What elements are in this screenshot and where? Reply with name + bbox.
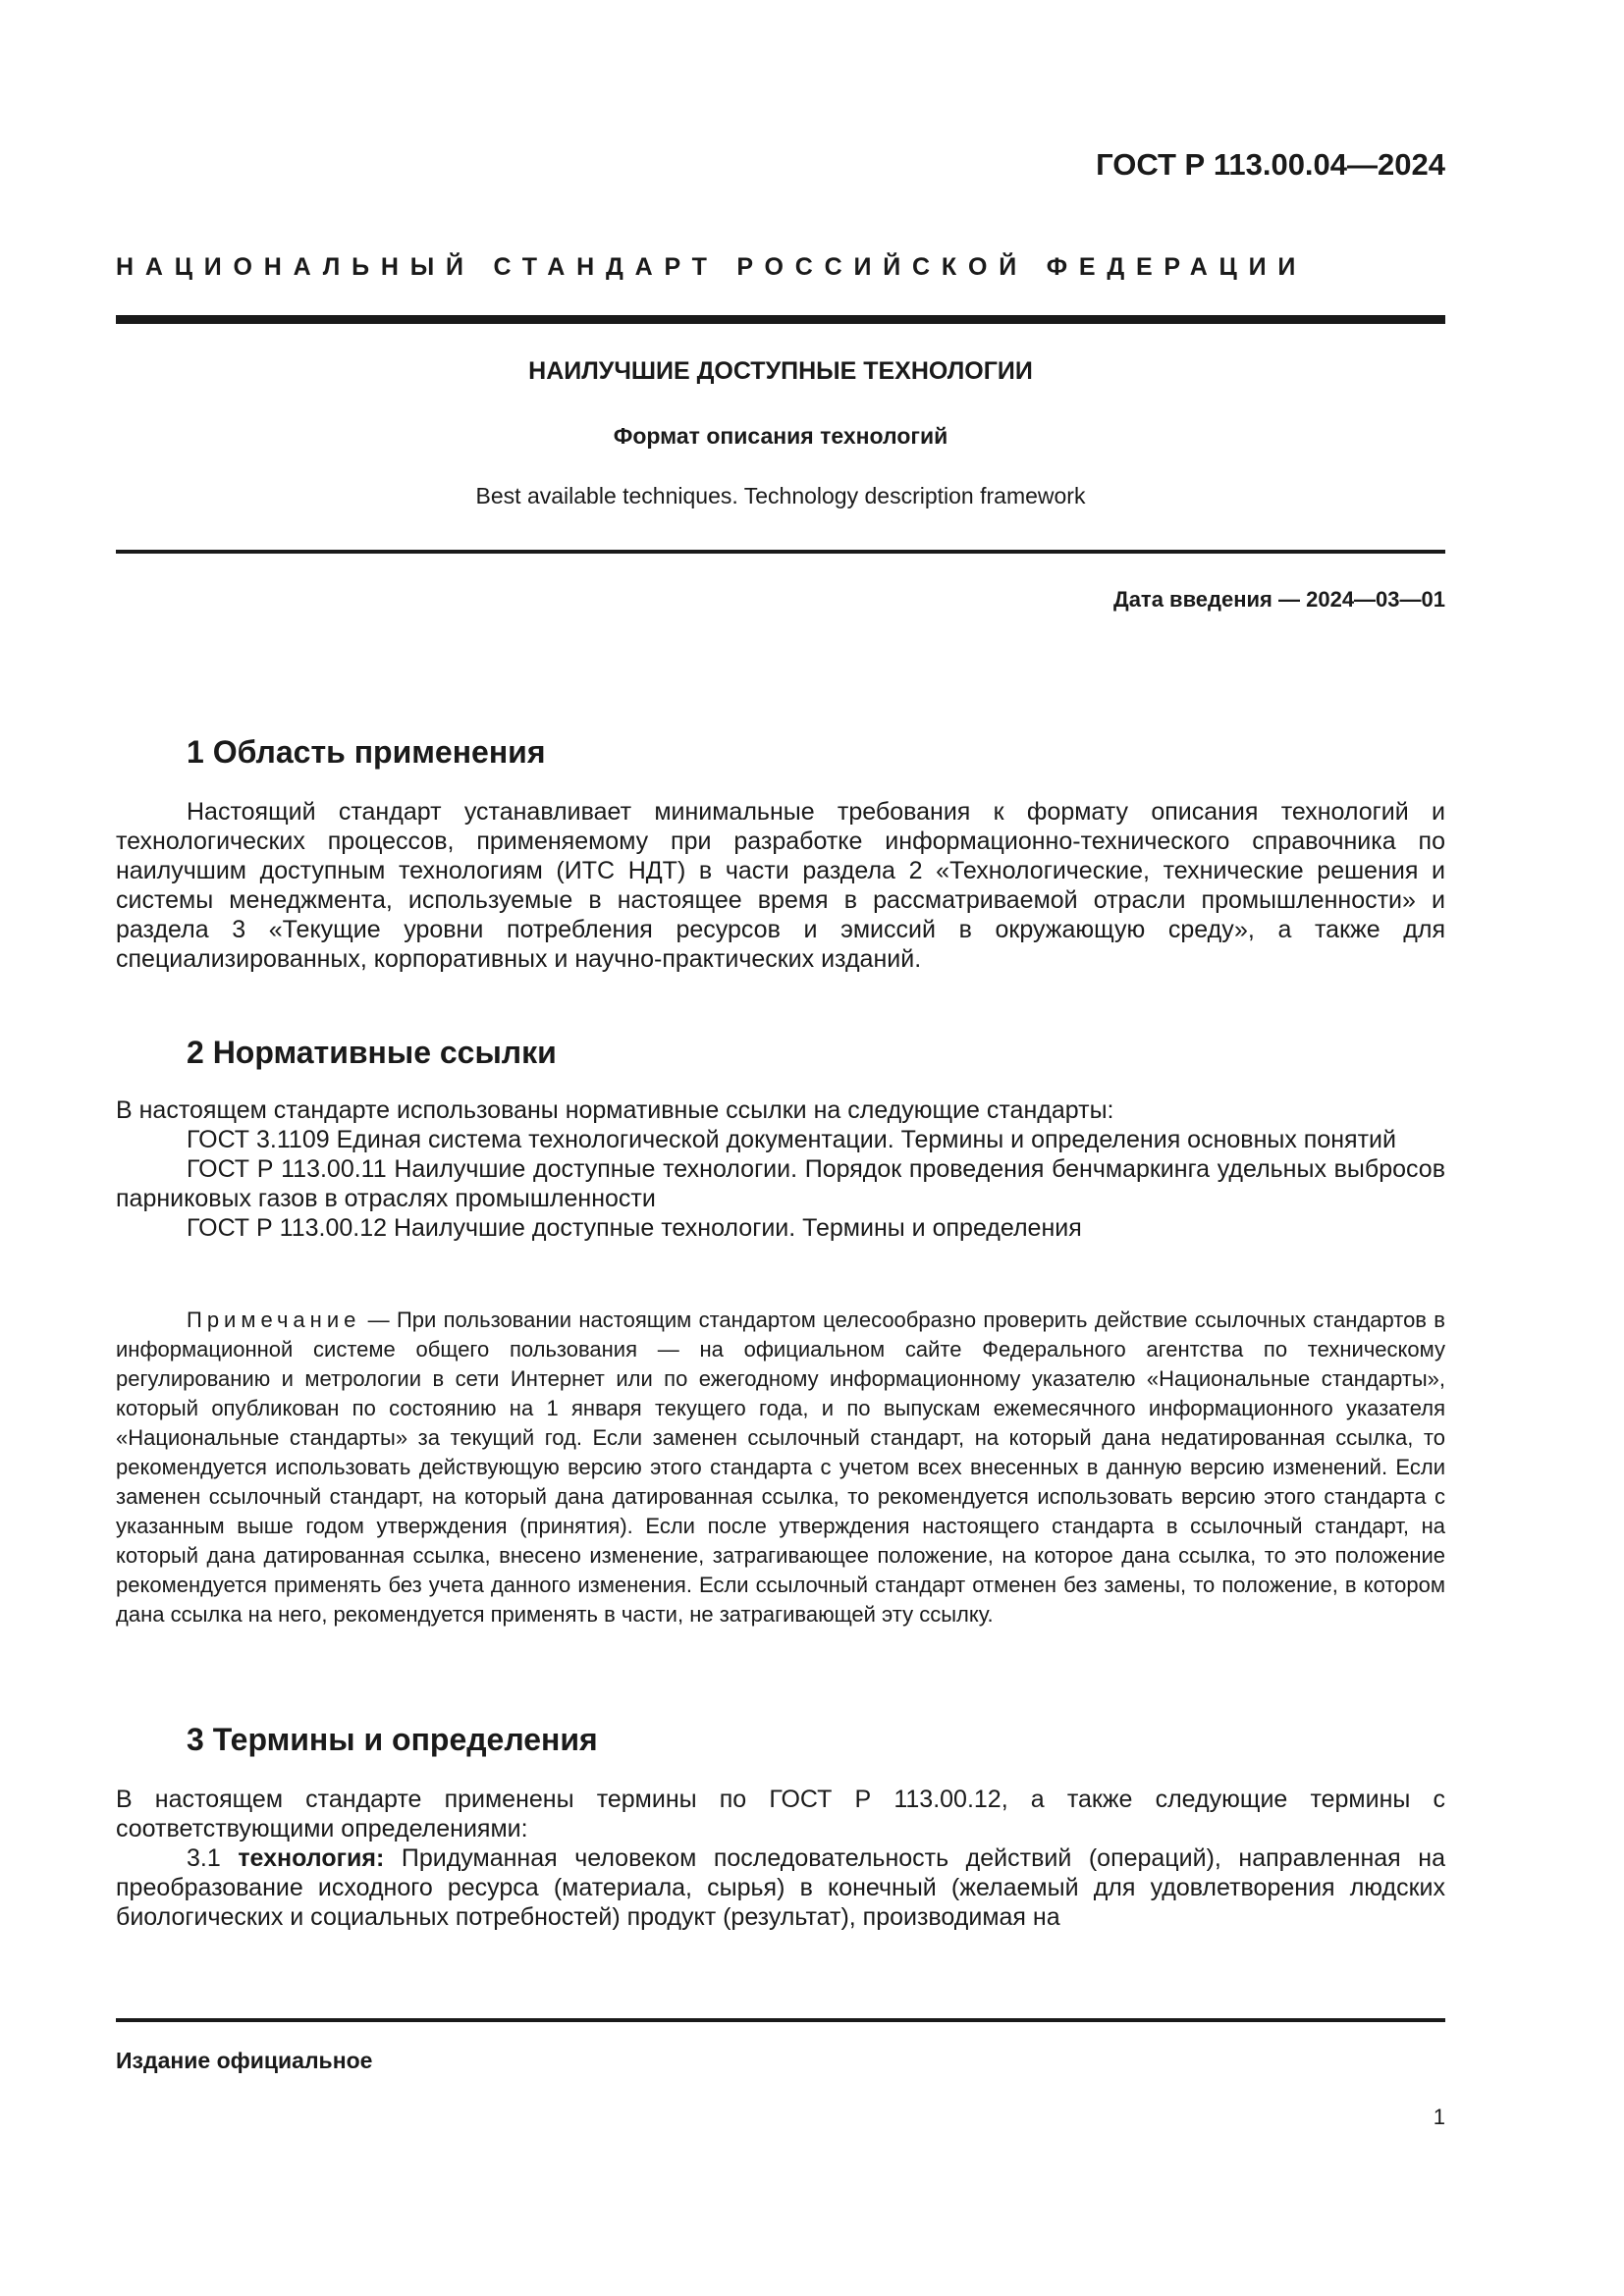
reference-item: ГОСТ Р 113.00.12 Наилучшие доступные технологии. Термины и определения [187, 1214, 1082, 1242]
terms-section-body [116, 1785, 1445, 1932]
term-word: технология: [238, 1844, 385, 1872]
note-label: Примечание [187, 1308, 361, 1332]
terms-intro: В настоящем стандарте применены термины по ГОСТ Р 113.00.12, а также следующие термины с соответствующими определениями: [116, 1786, 1445, 1842]
term-text: Придуманная человеком последовательность действий (операций), направленная на преобразование исходного ресурса (материала, сырья) в конечный (желаемый для удовлетворения людских биологических и социальных потребностей) продукт (результат), производимая на [116, 1844, 1445, 1931]
thick-divider [116, 315, 1445, 324]
document-code: ГОСТ Р 113.00.04—2024 [1096, 147, 1445, 182]
note-paragraph [116, 1306, 1445, 1629]
page-number: 1 [1433, 2105, 1445, 2129]
title-divider [116, 550, 1445, 554]
national-standard-banner: НАЦИОНАЛЬНЫЙ СТАНДАРТ РОССИЙСКОЙ ФЕДЕРАЦИИ [116, 253, 1308, 281]
document-title: НАИЛУЧШИЕ ДОСТУПНЫЕ ТЕХНОЛОГИИ [528, 357, 1033, 385]
reference-item: ГОСТ 3.1109 Единая система технологической документации. Термины и определения основных понятий [187, 1126, 1396, 1153]
section-heading-terms: 3 Термины и определения [187, 1722, 598, 1757]
english-title: Best available techniques. Technology description framework [475, 483, 1086, 508]
official-edition-label: Издание официальное [116, 2048, 373, 2073]
section-heading-normative-references: 2 Нормативные ссылки [187, 1035, 557, 1070]
references-intro: В настоящем стандарте использованы нормативные ссылки на следующие стандарты: [116, 1096, 1114, 1124]
term-number: 3.1 [187, 1844, 239, 1872]
note-text: — При пользовании настоящим стандартом целесообразно проверить действие ссылочных стандартов в информационной системе общего пользования — на официальном сайте Федерального агентства по техническому регулированию и метрологии в сети Интернет или по ежегодному информационному указателю «Национальные стандарты», который опубликован по состоянию на 1 января текущего года, и по выпускам ежемесячного информационного указателя «Национальные стандарты» за текущий год. Если заменен ссылочный стандарт, на который дана недатированная ссылка, то рекомендуется использовать действующую версию этого стандарта с учетом всех внесенных в данную версию изменений. Если заменен ссылочный стандарт, на который дана датированная ссылка, то рекомендуется использовать версию этого стандарта с указанным выше годом утверждения (принятия). Если после утверждения настоящего стандарта в ссылочный стандарт, на который дана датированная ссылка, внесено изменение, затрагивающее положение, на которое дана ссылка, то это положение рекомендуется применять без учета данного изменения. Если ссылочный стандарт отменен без замены, то положение, в котором дана ссылка на него, рекомендуется применять в части, не затрагивающей эту ссылку. [116, 1308, 1445, 1627]
references-list [116, 1095, 1445, 1243]
introduction-date: Дата введения — 2024—03—01 [1113, 587, 1445, 612]
section-heading-scope: 1 Область применения [187, 734, 546, 770]
references-note [116, 1306, 1445, 1629]
reference-item: ГОСТ Р 113.00.11 Наилучшие доступные технологии. Порядок проведения бенчмаркинга удельных выбросов парниковых газов в отраслях промышленности [116, 1155, 1445, 1212]
scope-paragraph: Настоящий стандарт устанавливает минимальные требования к формату описания технологий и технологических процессов, применяемому при разработке информационно-технического справочника по наилучшим доступным технологиям (ИТС НДТ) в части раздела 2 «Технологические, технические решения и системы менеджмента, используемые в настоящее время в рассматриваемой отрасли промышленности» и раздела 3 «Текущие уровни потребления ресурсов и эмиссий в окружающую среду», а также для специализированных, корпоративных и научно-практических изданий. [116, 798, 1445, 973]
document-subtitle: Формат описания технологий [613, 423, 948, 449]
footer-divider [116, 2018, 1445, 2022]
term-definition [116, 1843, 1445, 1932]
scope-section-body [116, 797, 1445, 974]
